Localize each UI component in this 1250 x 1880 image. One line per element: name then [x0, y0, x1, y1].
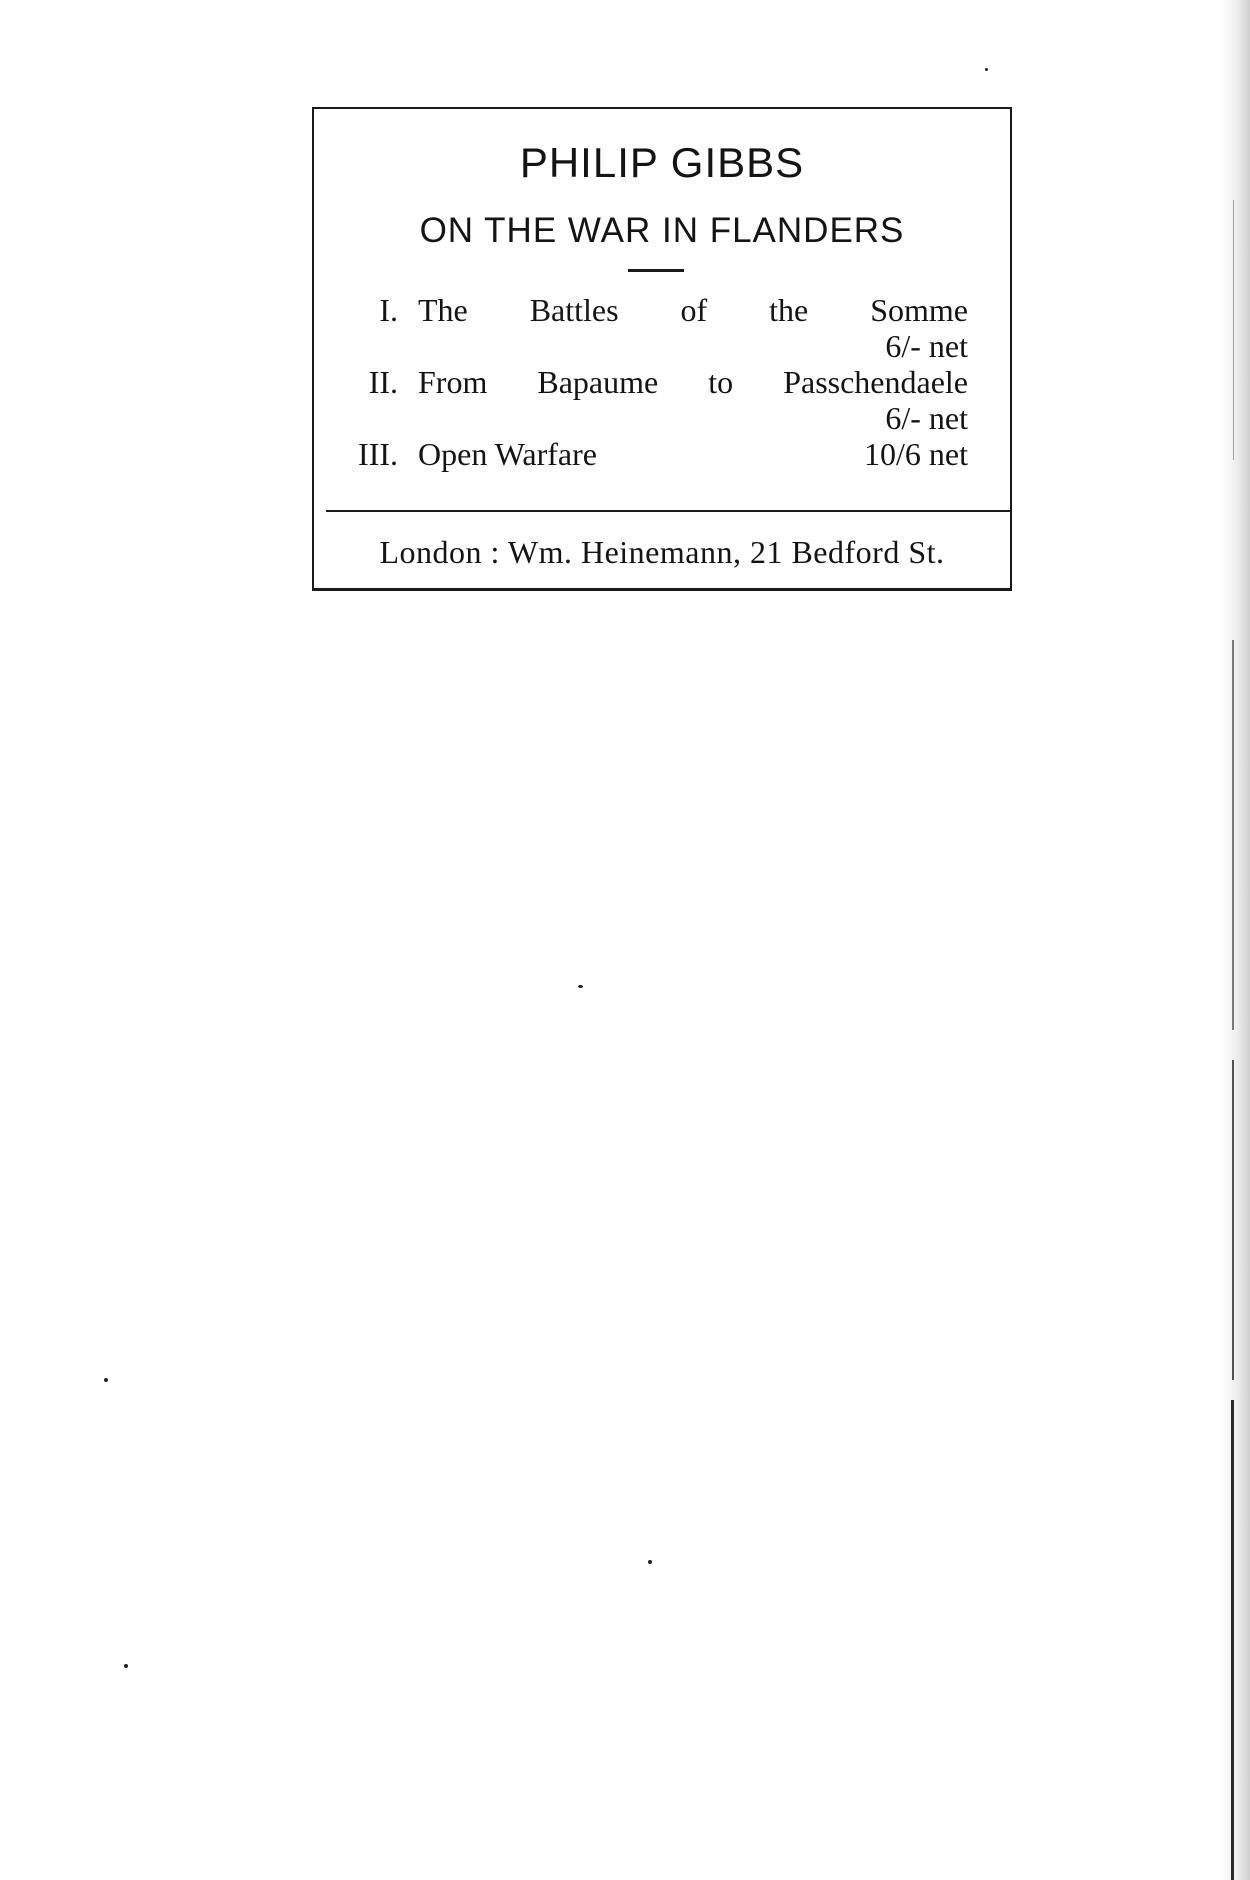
page-edge-line [1231, 1400, 1234, 1880]
title-rule [628, 269, 684, 272]
page-edge-line [1232, 1060, 1234, 1380]
ink-speck [124, 1664, 128, 1668]
ink-speck [104, 1378, 108, 1382]
book-price: 6/- net [885, 400, 968, 436]
ink-speck [985, 68, 988, 71]
book-number: I. [379, 292, 398, 328]
divider-rule [326, 510, 1010, 512]
book-list [354, 292, 968, 472]
book-price: 10/6 net [864, 436, 968, 472]
series-title: ON THE WAR IN FLANDERS [419, 211, 905, 250]
publisher-advertisement [312, 107, 1012, 591]
book-number: II. [368, 364, 398, 400]
ink-speck [578, 985, 583, 988]
page-edge-line [1232, 640, 1234, 1030]
ink-speck [648, 1560, 652, 1564]
book-title: From Bapaume to Passchendaele [418, 364, 968, 400]
book-title: Open Warfare [418, 436, 597, 472]
book-number: III. [358, 436, 398, 472]
publisher-imprint: London : Wm. Heinemann, 21 Bedford St. [379, 534, 945, 570]
book-entry [354, 292, 968, 328]
book-entry [354, 436, 968, 472]
book-entry [354, 364, 968, 400]
page-edge-shadow [1220, 0, 1250, 1880]
author-name: PHILIP GIBBS [519, 139, 805, 186]
book-title: The Battles of the Somme [418, 292, 968, 328]
book-price: 6/- net [885, 328, 968, 364]
page-edge-line [1233, 200, 1234, 460]
